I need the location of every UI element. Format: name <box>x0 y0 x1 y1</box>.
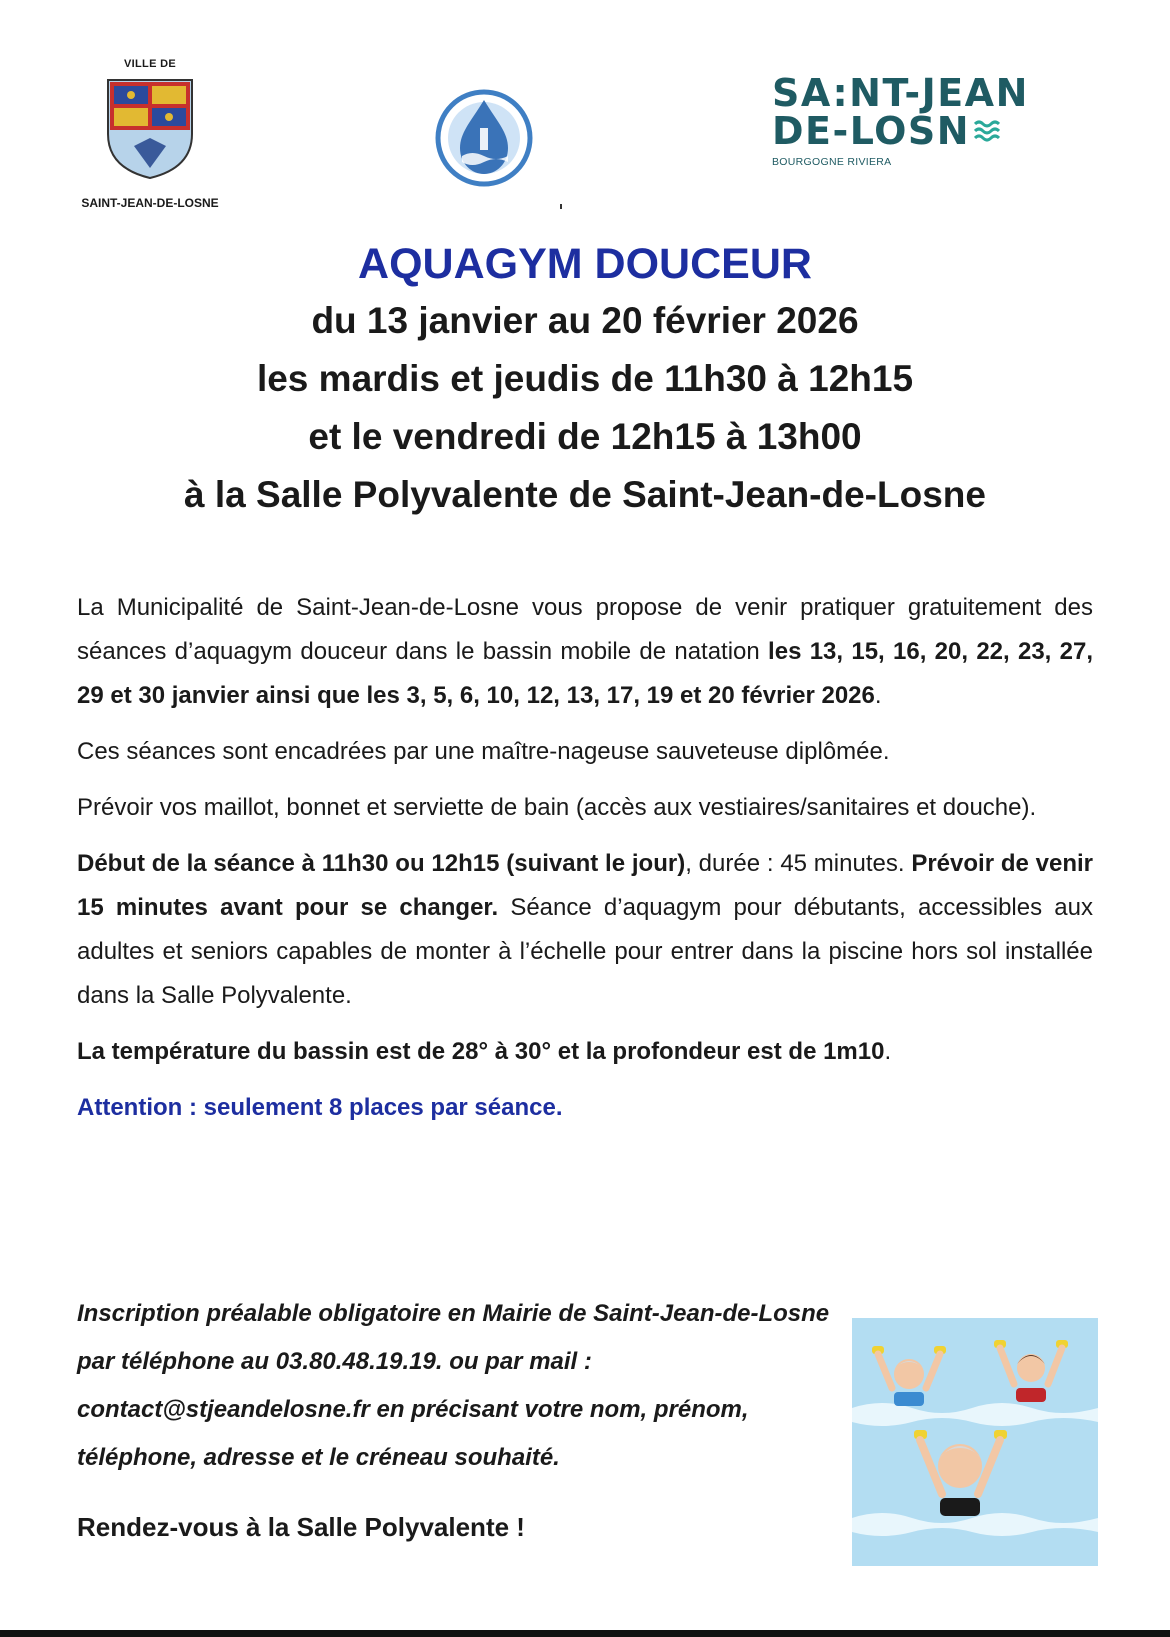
body-text <box>77 586 1093 1142</box>
venue: à la Salle Polyvalente de Saint-Jean-de-Losne <box>184 474 986 515</box>
schedule-friday: et le vendredi de 12h15 à 13h00 <box>308 416 862 457</box>
brand-line-2 <box>772 109 1092 153</box>
pool-info-end: . <box>884 1038 892 1065</box>
saint-jean-de-losne-brand-logo <box>772 71 1092 168</box>
paragraph-intro <box>77 586 1093 718</box>
logo-ville-de: VILLE DE <box>124 58 176 70</box>
logo-town-name: SAINT-JEAN-DE-LOSNE <box>81 196 219 210</box>
registration-info: Inscription préalable obligatoire en Mairie de Saint-Jean-de-Losne par téléphone au 03.80.48.19.19. ou par mail : contact@stjeandelosne.fr en précisant votre nom, prénom, téléphone, adresse et le créneau souhaité. <box>77 1300 830 1471</box>
bottom-border <box>0 1630 1170 1637</box>
session-audience: Séance d’aquagym pour débutants, accessibles aux adultes et seniors capables de monter à l’échelle pour entrer dans la piscine hors sol installée dans la Salle Polyvalente. <box>77 894 1093 1009</box>
coat-of-arms-icon <box>104 76 196 180</box>
closing-line: Rendez-vous à la Salle Polyvalente ! <box>77 1512 525 1542</box>
stray-mark <box>560 204 562 209</box>
intro-text: La Municipalité de Saint-Jean-de-Losne vous propose de venir pratiquer gratuitement des séances d’aquagym douceur dans le bassin mobile de natation <box>77 594 1093 665</box>
waves-icon <box>974 118 1000 144</box>
paragraph-equipment: Prévoir vos maillot, bonnet et serviette de bain (accès aux vestiaires/sanitaires et douche). <box>77 794 1037 821</box>
arrive-early: Prévoir de venir 15 minutes avant pour se changer. <box>77 850 1094 921</box>
date-range: du 13 janvier au 20 février 2026 <box>311 300 859 341</box>
headline-block <box>0 236 1170 524</box>
brand-tagline: BOURGOGNE RIVIERA <box>772 156 892 168</box>
brand-line-2-text: DE-LOSN <box>772 109 971 153</box>
session-duration: , durée : 45 minutes. <box>685 850 912 877</box>
town-coat-of-arms-logo <box>70 58 230 218</box>
paragraph-pool-info <box>77 1030 1093 1074</box>
schedule-tue-thu: les mardis et jeudis de 11h30 à 12h15 <box>256 358 914 399</box>
attention-notice: Attention : seulement 8 places par séance. <box>77 1094 563 1121</box>
paragraph-session-info <box>77 842 1093 1018</box>
water-drop-logo-icon <box>432 86 536 190</box>
intro-end: . <box>874 682 882 709</box>
page-title: AQUAGYM DOUCEUR <box>358 240 812 288</box>
session-dates: les 13, 15, 16, 20, 22, 23, 27, 29 et 30 janvier ainsi que les 3, 5, 6, 10, 12, 13, 17, 19 et 20 février 2026 <box>77 638 1093 709</box>
pool-temperature-depth: La température du bassin est de 28° à 30° et la profondeur est de 1m10 <box>77 1038 885 1065</box>
aquagym-illustration <box>852 1318 1098 1566</box>
paragraph-instructor: Ces séances sont encadrées par une maître-nageuse sauveteuse diplômée. <box>77 738 890 765</box>
session-start: Début de la séance à 11h30 ou 12h15 (suivant le jour) <box>77 850 686 877</box>
brand-line-1: SA:NT-JEAN <box>772 71 1029 115</box>
